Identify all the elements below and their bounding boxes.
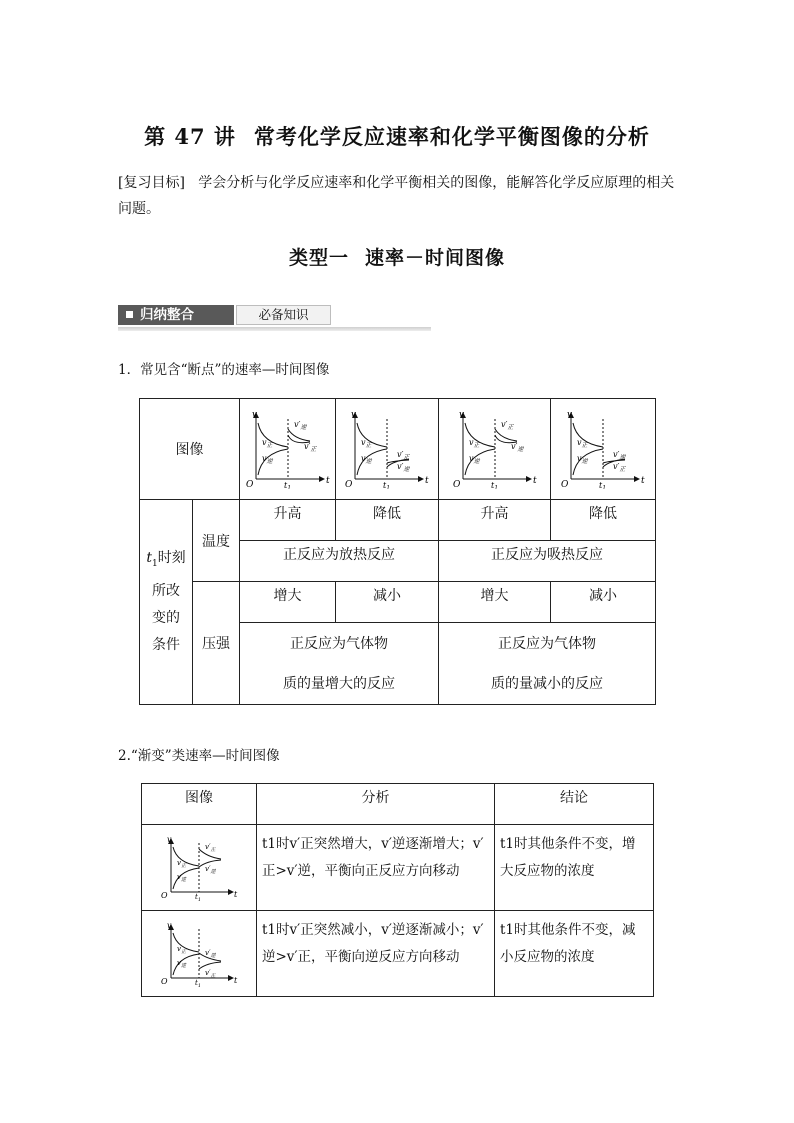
v-reverse-label: $v_逆$ — [177, 958, 186, 969]
header-analysis: 分析 — [257, 784, 495, 825]
axis-v: v — [167, 920, 172, 930]
gradual-graph-cell-1 — [142, 825, 257, 911]
v-forward-label: $v_正$ — [577, 438, 588, 449]
pressure-note-left-line1: 正反应为气体物 — [290, 635, 388, 652]
header-image: 图像 — [142, 784, 257, 825]
vp-reverse-label: $v'_逆$ — [613, 450, 626, 461]
vp-forward-label: $v'_正$ — [500, 420, 513, 431]
origin: O — [452, 480, 460, 489]
graph-cell-2 — [336, 399, 439, 500]
banner-dark-label: 归纳整合 — [140, 307, 194, 323]
vp-reverse-label: $v'_逆$ — [510, 442, 523, 453]
rate-time-graph-2 — [339, 409, 435, 489]
axis-t: t — [641, 476, 645, 486]
v-forward-label: $v_正$ — [177, 858, 186, 869]
t1-label: $t_1$ — [383, 481, 391, 489]
v-reverse-label: $v_逆$ — [577, 454, 588, 465]
section-subtitle — [0, 243, 794, 270]
pressure-change-3: 增大 — [439, 582, 551, 623]
v-forward-label: $v_正$ — [361, 438, 372, 449]
graph-cell-1 — [240, 399, 336, 500]
pressure-change-1: 增大 — [240, 582, 336, 623]
axis-v: v — [252, 410, 258, 420]
temperature-label: 温度 — [193, 500, 240, 582]
temp-change-3: 升高 — [439, 500, 551, 541]
gradual-graph-cell-2 — [142, 911, 257, 997]
axis-v: v — [567, 410, 573, 420]
t1-label: $t_1$ — [599, 481, 607, 489]
knowledge-banner — [118, 303, 431, 328]
temp-change-2: 降低 — [336, 500, 439, 541]
image-label: 图像 — [175, 442, 204, 458]
conclusion-row-2: t1时其他条件不变，减小反应物的浓度 — [495, 911, 654, 997]
v-forward-label: $v_正$ — [468, 438, 480, 449]
analysis-row-2: t1时v′正突然减小，v′逆逐渐减小；v′逆>v′正，平衡向逆反应方向移动 — [257, 911, 495, 997]
axis-v: v — [351, 410, 357, 420]
pressure-note-left-line2: 质的量增大的反应 — [283, 675, 395, 692]
review-goal — [118, 170, 678, 222]
subtitle-name: 速率－时间图像 — [365, 247, 506, 269]
axis-v: v — [167, 834, 172, 844]
v-reverse-label: $v_逆$ — [468, 454, 480, 465]
temp-change-1: 升高 — [240, 500, 336, 541]
pressure-label: 压强 — [193, 582, 240, 705]
temp-note-left: 正反应为放热反应 — [240, 541, 439, 582]
image-label-cell — [140, 399, 240, 500]
header-conclusion: 结论 — [495, 784, 654, 825]
pressure-note-right — [439, 623, 656, 705]
t1-label: $t_1$ — [195, 978, 202, 987]
section1-heading: 1．常见含“断点”的速率—时间图像 — [118, 362, 330, 378]
axis-t: t — [326, 476, 330, 486]
gradual-graph-1 — [157, 835, 241, 901]
rate-time-graph-4 — [555, 409, 651, 489]
v-reverse-label: $v_逆$ — [361, 454, 372, 465]
banner-dark — [118, 305, 234, 325]
condition-line-1: $t_1$时刻 — [146, 550, 186, 569]
banner-light-label: 必备知识 — [258, 307, 309, 322]
banner-light — [236, 305, 331, 325]
section2-heading: 2.“渐变”类速率—时间图像 — [118, 748, 280, 764]
v-reverse-label: $v_逆$ — [262, 454, 273, 465]
graph-cell-4 — [551, 399, 656, 500]
vp-forward-label: $v'_正$ — [613, 462, 626, 473]
origin: O — [345, 480, 353, 489]
goal-text: 学会分析与化学反应速率和化学平衡相关的图像，能解答化学反应原理的相关问题。 — [118, 175, 675, 217]
vp-forward-label: $v'_正$ — [205, 842, 216, 853]
page-title — [0, 121, 794, 151]
conclusion-row-1: t1时其他条件不变，增大反应物的浓度 — [495, 825, 654, 911]
condition-line-3: 变的 — [152, 609, 180, 626]
axis-v: v — [458, 410, 464, 420]
axis-t: t — [532, 476, 537, 486]
condition-label-cell — [140, 500, 193, 705]
analysis-row-1: t1时v′正突然增大，v′逆逐渐增大；v′正>v′逆，平衡向正反应方向移动 — [257, 825, 495, 911]
lecture-number: 第 47 讲 — [144, 124, 236, 149]
temp-change-4: 降低 — [551, 500, 656, 541]
origin: O — [161, 976, 168, 986]
axis-t: t — [234, 889, 238, 899]
graph-cell-3 — [439, 399, 551, 500]
v-forward-label: $v_正$ — [177, 944, 186, 955]
banner-underline — [118, 327, 431, 331]
condition-line-4: 条件 — [152, 636, 180, 653]
pressure-change-2: 减小 — [336, 582, 439, 623]
pressure-note-right-line1: 正反应为气体物 — [498, 635, 596, 652]
vp-reverse-label: $v'_逆$ — [294, 420, 307, 431]
gradual-graph-2 — [157, 921, 241, 987]
vp-forward-label: $v'_正$ — [304, 442, 317, 453]
vp-forward-label: $v'_正$ — [205, 968, 216, 979]
lecture-topic: 常考化学反应速率和化学平衡图像的分析 — [253, 124, 650, 149]
square-icon — [126, 311, 133, 318]
rate-time-graph-1 — [240, 409, 336, 489]
vp-reverse-label: $v'_逆$ — [205, 948, 216, 959]
condition-line-2: 所改 — [152, 582, 180, 599]
pressure-note-left — [240, 623, 439, 705]
gradual-table — [141, 783, 654, 997]
vp-forward-label: $v'_正$ — [397, 450, 410, 461]
t1-label: $t_1$ — [195, 892, 202, 901]
vp-reverse-label: $v'_逆$ — [205, 864, 216, 875]
axis-t: t — [234, 975, 238, 985]
origin: O — [246, 480, 254, 489]
subtitle-type: 类型一 — [288, 247, 349, 269]
goal-label: [复习目标] — [118, 175, 185, 191]
temp-note-right: 正反应为吸热反应 — [439, 541, 656, 582]
condition-suffix: 时刻 — [157, 550, 186, 567]
vp-reverse-label: $v'_逆$ — [397, 462, 410, 473]
t1-label: $t_1$ — [284, 481, 292, 489]
origin: O — [561, 480, 569, 489]
rate-time-graph-3 — [447, 409, 543, 489]
pressure-note-right-line2: 质的量减小的反应 — [491, 675, 603, 692]
axis-t: t — [425, 476, 429, 486]
v-forward-label: $v_正$ — [262, 438, 273, 449]
breakpoint-table — [139, 398, 656, 705]
pressure-change-4: 减小 — [551, 582, 656, 623]
v-reverse-label: $v_逆$ — [177, 872, 186, 883]
origin: O — [161, 890, 168, 900]
t1-label: $t_1$ — [490, 481, 498, 489]
